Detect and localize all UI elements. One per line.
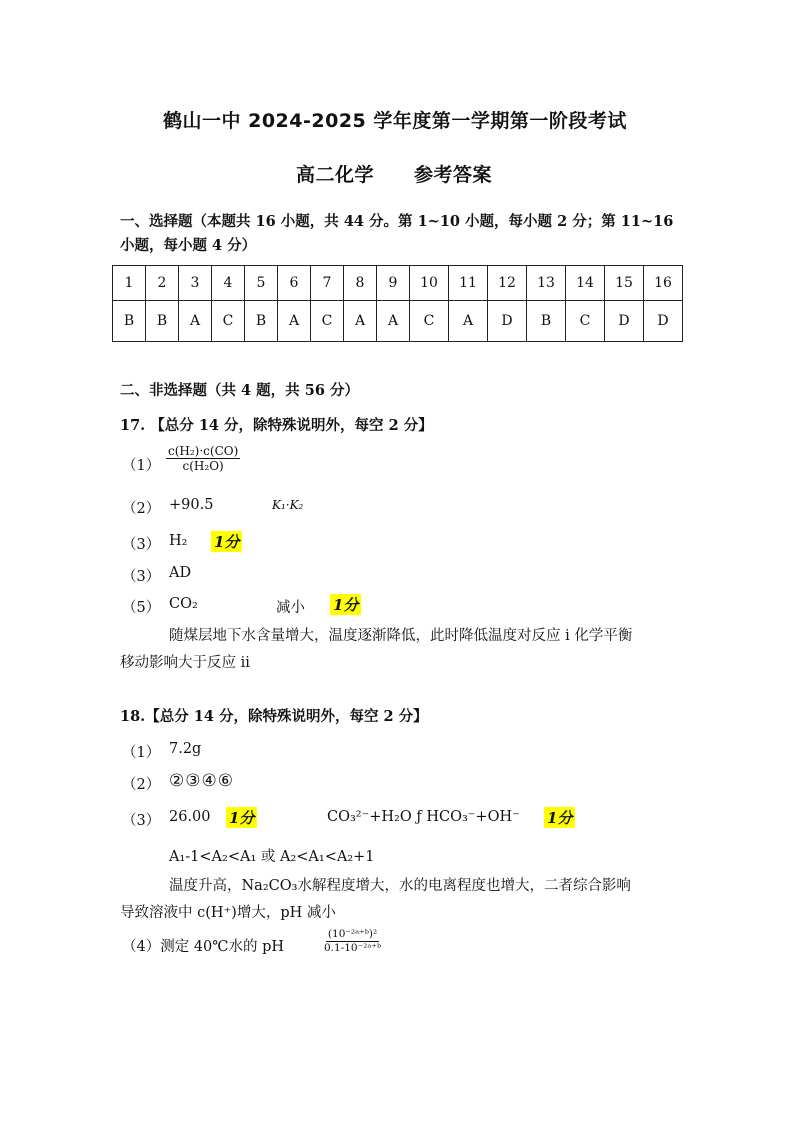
q17-p5-label: （5） [122,600,161,616]
q17-p2-value: +90.5 [169,497,214,513]
q17-p5-value: CO₂ [169,596,198,612]
q-number: 11 [449,266,488,301]
q18-p3-relation: A₁-1<A₂<A₁ 或 A₂<A₁<A₂+1 [169,849,375,865]
subtitle-subject: 高二化学 [296,164,375,186]
q-number: 13 [527,266,566,301]
q18-p3-score-badge-1: 1分 [226,807,257,828]
answer-table-answers-row [113,301,683,342]
q-answer: D [644,301,683,342]
q-number: 4 [212,266,245,301]
q17-p5-text-line2: 移动影响大于反应 ii [120,655,250,671]
q17-p1-numerator: c(H₂)·c(CO) [168,444,239,458]
q-answer: A [278,301,311,342]
q-answer: A [377,301,410,342]
q-number: 15 [605,266,644,301]
q-number: 10 [410,266,449,301]
answer-table [112,265,683,342]
q-number: 9 [377,266,410,301]
q-answer: B [146,301,179,342]
q-answer: D [605,301,644,342]
q-number: 7 [311,266,344,301]
q17-p2-expr: K₁·K₂ [272,498,304,512]
q-answer: A [449,301,488,342]
q18-p4-numerator: (10⁻²ᵃ⁺ᵇ)² [327,928,378,940]
q18-p4-fraction [322,928,383,955]
q17-p1-denominator: c(H₂O) [182,459,224,473]
q-answer: C [566,301,605,342]
answer-table-numbers-row [113,266,683,301]
q-number: 12 [488,266,527,301]
q18-p3-value: 26.00 [169,809,211,825]
q18-p1-label: （1） [122,745,161,761]
q18-p4-label: （4）测定 40℃水的 pH [122,939,285,955]
q17-heading: 17. 【总分 14 分，除特殊说明外，每空 2 分】 [120,417,433,434]
q-answer: C [311,301,344,342]
q17-p5-text-line1: 随煤层地下水含量增大，温度逐渐降低，此时降低温度对反应 i 化学平衡 [169,628,633,644]
q18-p3-score-badge-2: 1分 [544,807,575,828]
q17-p5-value2: 减小 [276,600,305,616]
q-number: 1 [113,266,146,301]
q18-p2-value: ②③④⑥ [169,771,234,791]
q17-p3-label: （3） [122,537,161,553]
q-number: 2 [146,266,179,301]
q-answer: C [212,301,245,342]
q-answer: A [179,301,212,342]
section1-heading-line1: 一、选择题（本题共 16 小题，共 44 分。第 1~10 小题，每小题 2 分；第 11~16 [120,213,674,230]
q-answer: D [488,301,527,342]
q-number: 5 [245,266,278,301]
q-number: 14 [566,266,605,301]
q-number: 8 [344,266,377,301]
q18-p3-label: （3） [122,813,161,829]
section2-heading: 二、非选择题（共 4 题，共 56 分） [120,382,359,399]
q17-p4-label: （3） [122,569,161,585]
section1-heading-line2: 小题，每小题 4 分） [120,237,257,254]
q18-heading: 18.【总分 14 分，除特殊说明外，每空 2 分】 [120,708,428,725]
q17-p1-label: （1） [122,458,161,474]
q-answer: B [245,301,278,342]
q-answer: B [113,301,146,342]
q-answer: A [344,301,377,342]
q-number: 6 [278,266,311,301]
q17-p3-score-badge: 1分 [211,531,242,552]
q-answer: C [410,301,449,342]
q17-p3-value: H₂ [169,533,188,549]
q-answer: B [527,301,566,342]
exam-title: 鹤山一中 2024-2025 学年度第一学期第一阶段考试 [163,110,627,132]
q17-p1-fraction [166,444,240,473]
q18-p3-text-line1: 温度升高，Na₂CO₃水解程度增大，水的电离程度也增大，二者综合影响 [169,878,631,894]
q18-p2-label: （2） [122,777,161,793]
q-number: 3 [179,266,212,301]
q18-p3-text-line2: 导致溶液中 c(H⁺)增大，pH 减小 [120,905,336,921]
q18-p4-denominator: 0.1-10⁻²ᵃ⁺ᵇ [324,942,382,954]
q18-p3-equation: CO₃²⁻+H₂O ƒ HCO₃⁻+OH⁻ [327,809,520,825]
q17-p2-label: （2） [122,501,161,517]
q17-p4-value: AD [169,565,192,581]
q18-p1-value: 7.2g [169,741,202,757]
subtitle-answers: 参考答案 [414,164,493,186]
q-number: 16 [644,266,683,301]
q17-p5-score-badge: 1分 [330,594,361,615]
